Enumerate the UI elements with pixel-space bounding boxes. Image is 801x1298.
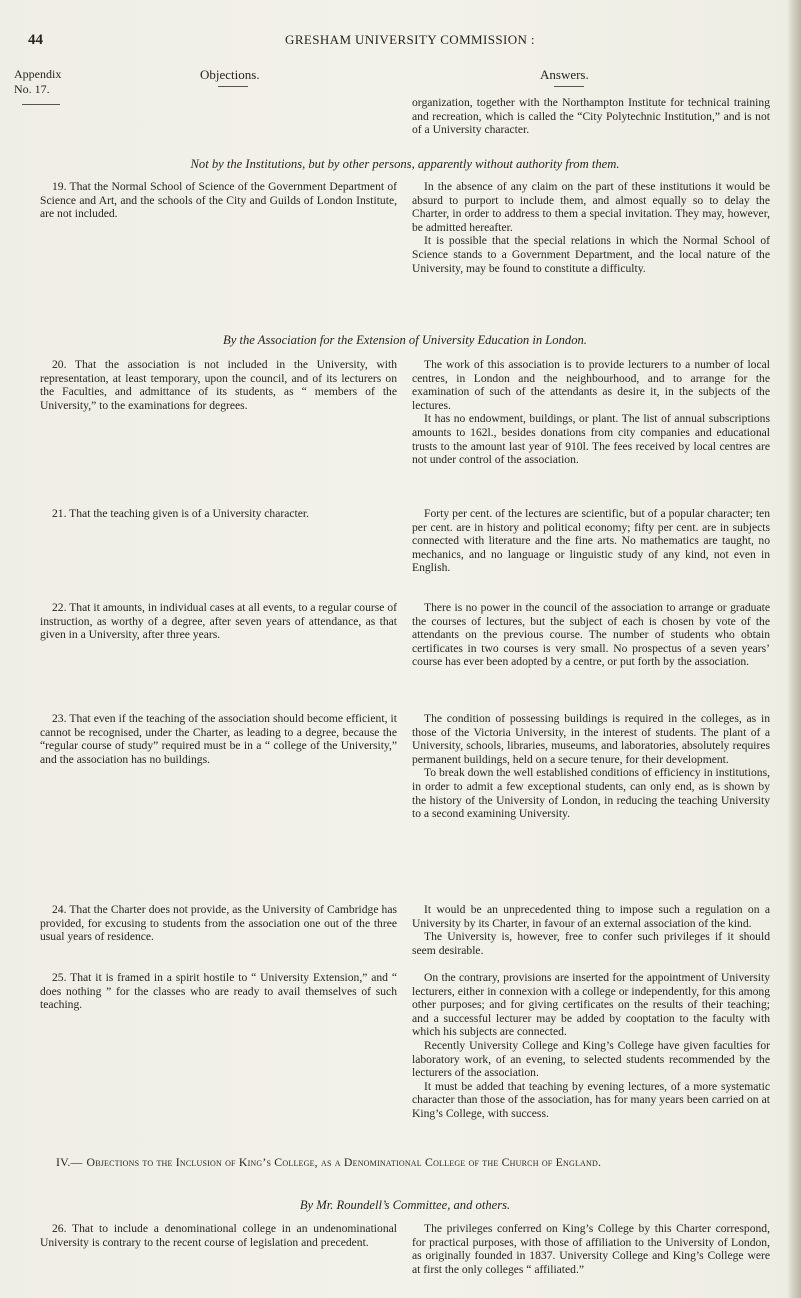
objection-20: 20. That the association is not included in the University, with representation, at least temporary, upon the council, and of its lecturers on the Faculties, and admittance of its students, as “ members of the University,” to the examinations for degrees.	[40, 358, 397, 412]
answer-24	[412, 903, 770, 957]
answer-19-para-2: It is possible that the special relations in which the Normal School of Science stands to a Government Department, and the local nature of the University, may be found to constitute a difficulty.	[412, 234, 770, 275]
answer-25-para-1: On the contrary, provisions are inserted for the appointment of University lecturers, either in connexion with a college or independently, for this among other purposes; and for giving certificates on the results of their teaching; and a successful lecturer may be added by cooptation to the faculty with which his subjects are connected.	[412, 971, 770, 1039]
answer-20	[412, 358, 770, 467]
answer-25	[412, 971, 770, 1121]
answer-23-para-1: The condition of possessing buildings is required in the colleges, as in those of the Victoria University, in the interest of students. The plant of a University, schools, libraries, museums, and laboratories, absolutely requires permanent buildings, held on a secure tenure, for their development.	[412, 712, 770, 766]
answer-26: The privileges conferred on King’s College by this Charter correspond, for practical purposes, with those of affiliation to the University of London, as originally founded in 1837. University College and King’s College were at first the only colleges “ affiliated.”	[412, 1222, 770, 1276]
objection-22: 22. That it amounts, in individual cases at all events, to a regular course of instruction, as worthy of a degree, after seven years of attendance, as that given in a University, after three years.	[40, 601, 397, 642]
objection-23: 23. That even if the teaching of the association should become efficient, it cannot be recognised, under the Charter, as leading to a degree, because the “regular course of study” required must be in a “ college of the University,” and the association has no buildings.	[40, 712, 397, 766]
appendix-title: Appendix	[14, 67, 62, 81]
answer-24-para-2: The University is, however, free to confer such privileges if it should seem desirable.	[412, 930, 770, 957]
answer-continuation: organization, together with the Northampton Institute for technical training and recreation, which is called the “City Polytechnic Institution,” and is not of a University character.	[412, 96, 770, 137]
answer-19-para-1: In the absence of any claim on the part of these institutions it would be absurd to purport to include them, and almost equally so to delay the Charter, in order to address to them a special invitation. They may, however, be admitted hereafter.	[412, 180, 770, 234]
objection-25: 25. That it is framed in a spirit hostile to “ University Extension,” and “ does nothing ” for the classes who are ready to avail themselves of such teaching.	[40, 971, 397, 1012]
page-edge-shadow	[787, 0, 801, 1298]
objections-heading: Objections.	[200, 67, 260, 82]
running-header: GRESHAM UNIVERSITY COMMISSION :	[285, 32, 535, 47]
objection-19: 19. That the Normal School of Science of the Government Department of Science and Art, and the schools of the City and Guilds of London Institute, are not included.	[40, 180, 397, 221]
answer-25-para-3: It must be added that teaching by evening lectures, of a more systematic character than those of the association, has for many years been carried on at King’s College, with success.	[412, 1079, 770, 1120]
appendix-rule	[22, 104, 60, 105]
objection-21: 21. That the teaching given is of a University character.	[52, 507, 310, 520]
section-iv-title: Objections to the Inclusion of King’s College, as a Denominational College of the Church of England.	[86, 1155, 602, 1169]
answer-22: There is no power in the council of the association to arrange or graduate the courses of lectures, but the subject of each is chosen by vote of the attendants on the previous course. The number of students who obtain certificates in two courses is very small. No prospectus of a seven years’ course has ever been adopted by a centre, or put forth by the association.	[412, 601, 770, 669]
answer-21: Forty per cent. of the lectures are scientific, but of a popular character; ten per cent. are in history and political economy; fifty per cent. are in subjects connected with literature and the fine arts. No mathematics are taught, no mechanics, and no language or linguistic study of any kind, not even in English.	[412, 507, 770, 575]
appendix-number: No. 17.	[14, 82, 50, 96]
subheading-extension-association: By the Association for the Extension of University Education in London.	[223, 333, 587, 347]
section-iv-number: IV.—	[56, 1155, 83, 1169]
answers-heading: Answers.	[540, 67, 589, 82]
answer-23-para-2: To break down the well established conditions of efficiency in institutions, in order to admit a few exceptional students, can only end, as is shown by the history of the University of London, in reducing the teaching University to a second examining University.	[412, 766, 770, 821]
objection-24: 24. That the Charter does not provide, as the University of Cambridge has provided, for excusing to students from the association one out of the three usual years of residence.	[40, 903, 397, 944]
answers-heading-rule	[554, 86, 584, 87]
subheading-other-persons: Not by the Institutions, but by other persons, apparently without authority from them.	[190, 157, 620, 171]
answer-20-para-1: The work of this association is to provide lecturers to a number of local centres, in London and the neighbourhood, and to arrange for the examination of such of the attendants as desire it, in the subjects of the lectures.	[412, 358, 770, 412]
answer-20-para-2: It has no endowment, buildings, or plant. The list of annual subscriptions amounts to 162l., besides donations from city companies and educational trusts to the amount last year of 910l. The fees received by local centres are not under control of the association.	[412, 412, 770, 467]
page-number: 44	[28, 32, 43, 48]
appendix-label	[14, 67, 61, 97]
answer-25-para-2: Recently University College and King’s College have given faculties for laboratory work, of an evening, to selected students recommended by the lecturers of the association.	[412, 1038, 770, 1080]
objections-heading-rule	[218, 86, 248, 87]
answer-23	[412, 712, 770, 821]
answer-24-para-1: It would be an unprecedented thing to impose such a regulation on a University by its Charter, in favour of an external association of the kind.	[412, 903, 770, 930]
answer-19	[412, 180, 770, 275]
section-iv-heading	[56, 1155, 770, 1169]
subheading-roundell-committee: By Mr. Roundell’s Committee, and others.	[299, 1198, 511, 1212]
objection-26: 26. That to include a denominational college in an undenominational University is contrary to the recent course of legislation and precedent.	[40, 1222, 397, 1249]
